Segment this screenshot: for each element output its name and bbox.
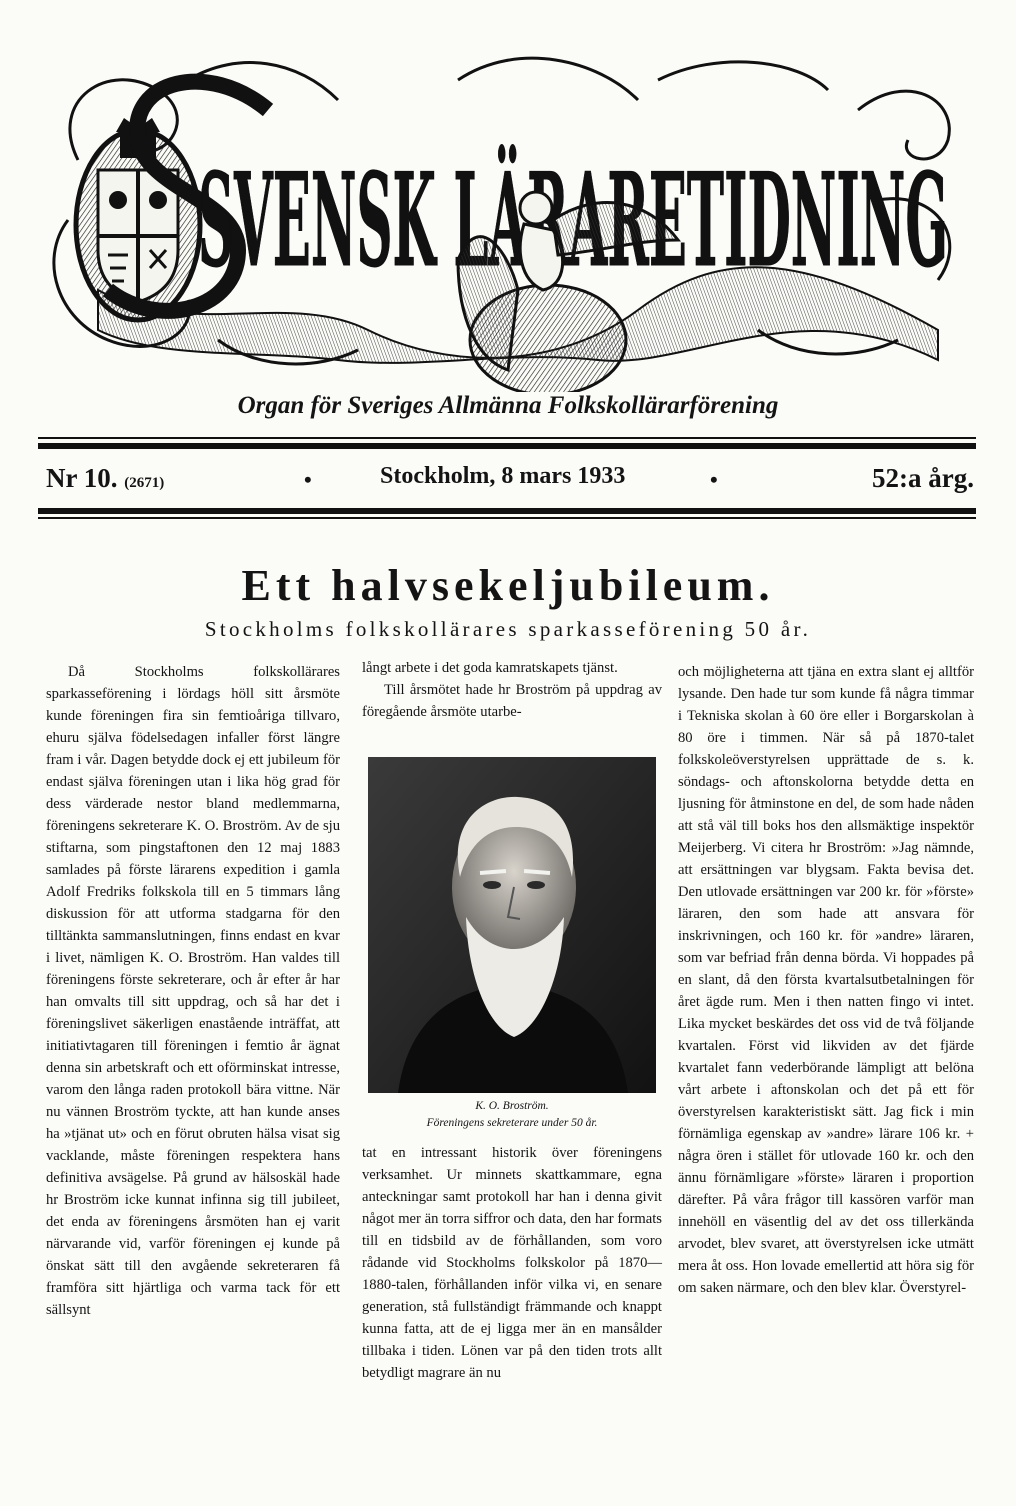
article-column-2-top [362, 657, 662, 723]
paragraph: och möjligheterna att tjäna en extra slant ej alltför lysande. Den hade tur som kunde få några timmar i Tekniska skolan à 60 öre eller i Borgarskolan à 80 öre i timmen. När så på 1870-talet folkskoleöverstyrelsen upprättade de s. k. söndags- och aftonskolorna betydde detta en ljusning för åtminstone en del, de som hade nåden att stå väl till boks hos den allsmäktige inspektör Meijerberg. Vi citera hr Broström: »Jag nämnde, att ersättningen var blygsam. Fakta bevisa det. Den utlovade ersättningen var 200 kr. för »förste» läraren, den som hade att ansvara för inskrivningen, och 160 kr. för »andre» läraren, som var befriad från denna börda. Vi hoppades på en slant, då den första kvartalsutbetalningen för året ägde rum. Men i then natten fingo vi intet. Lika mycket beskärdes det oss vid de två följande kvartalen. Först vid likviden av det fjärde kvartalet fann vederbörande lämpligt att belöna vårt arbete i aftonskolan och det på ett för överstyrelsen karakteristiskt sätt. Jag fick i min förnämliga egenskap av »andre» lärare 106 kr. + några ören i stället för utlovade 160 kr. och den ännu förnämligare »förste» läraren i proportion därefter. På våra frågor till kassören varför man innehöll en väsentlig del av det oss tillerkända arvodet, blev svaret, att överstyrelsen icke utmätt mera åt oss. Hon lovade emellertid att höra sig för om saken närmare, och den blev klar. Överstyrel- [678, 664, 974, 1296]
divider [38, 508, 976, 514]
article-subheadline: Stockholms folkskollärares sparkasseförening 50 år. [204, 617, 812, 641]
paragraph: Då Stockholms folkskollärares sparkasseförening i lördags höll sitt årsmöte kunde föreningen fira sin femtioåriga tillvaro, ehuru själva födelsedagen infaller först längre fram i vår. Dagen betydde dock ej ett jubileum för endast själva föreningen utan i lika hög grad för dess värderade nestor bland medlemmarna, föreningens sekreterare K. O. Broström. Av de sju stiftarna, som pingstaftonen den 12 maj 1883 samlades på förste lärarens expedition i gamla Adolf Fredriks folkskola till en 5 timmars lång diskussion för att utforma stadgarna för den tilltänkta sammanslutningen, finns endast en kvar i livet, nämligen K. O. Broström. Han valdes till föreningens förste sekreterare, och år efter år har han omvalts till sitt uppdrag, och så har det i föreningslivet säkerligen enastående inträffat, att initiativtagaren till föreningen i femtio år ägnat denna sin arbetskraft och ett oförminskat intresse, varom den långa raden protokoll bära vittne. När nu vännen Broström tyckte, att han kunde anses ha »tjänat ut» och en förut obruten hälsa visat sig vacklande, måste föreningen respektera hans definitiva avsägelse. På grund av hälsoskäl hade hr Broström icke kunnat infinna sig till jubileet, det enda av föreningens årsmöten han ej varit närvarande vid, varför föreningen ej kunde på önskat sätt till den avgående sekreteraren få framföra sitt hjärtliga och varma tack för ett sällsynt [46, 664, 340, 1318]
paragraph: Till årsmötet hade hr Broström på uppdrag av föregående årsmöte utarbe- [362, 682, 662, 720]
issue-number: Nr 10. (2671) [46, 463, 165, 493]
paragraph: tat en intressant historik över föreningens verksamhet. Ur minnets skattkammare, egna anteckningar samt protokoll har han i denna givit något mer än torra siffror och data, den har formats till en tidsbild av de förhållanden, som voro rådande vid Stockholms folkskolor på 1870—1880-talen, förhållanden inför vilka vi, en senare generation, stå fullständigt främmande och knappt kunna fatta, att de ej ligga mer än en mansålder tillbaka i tiden. Lönen var på den tiden trots allt betydligt magrare än nu [362, 1145, 662, 1381]
paragraph: långt arbete i det goda kamratskapets tjänst. [362, 660, 618, 676]
place-date: Stockholm, 8 mars 1933 [380, 463, 626, 489]
masthead-subtitle: Organ för Sveriges Allmänna Folkskollärarförening [237, 392, 779, 419]
divider [38, 443, 976, 449]
caption-name: K. O. Broström. [475, 1100, 549, 1112]
bullet: • [304, 467, 312, 492]
divider [38, 437, 976, 439]
masthead-illustration [38, 40, 978, 392]
bullet: • [710, 467, 718, 492]
article-column-1 [46, 661, 340, 1321]
divider [38, 517, 976, 519]
article-column-3 [678, 661, 974, 1299]
photo-caption [362, 1098, 662, 1132]
volume-year: 52:a årg. [872, 463, 974, 493]
article-headline: Ett halvsekeljubileum. [241, 561, 775, 610]
caption-text: Föreningens sekreterare under 50 år. [426, 1117, 598, 1129]
article-column-2-bottom [362, 1142, 662, 1384]
dateline [46, 463, 976, 497]
portrait-photo [368, 757, 656, 1093]
